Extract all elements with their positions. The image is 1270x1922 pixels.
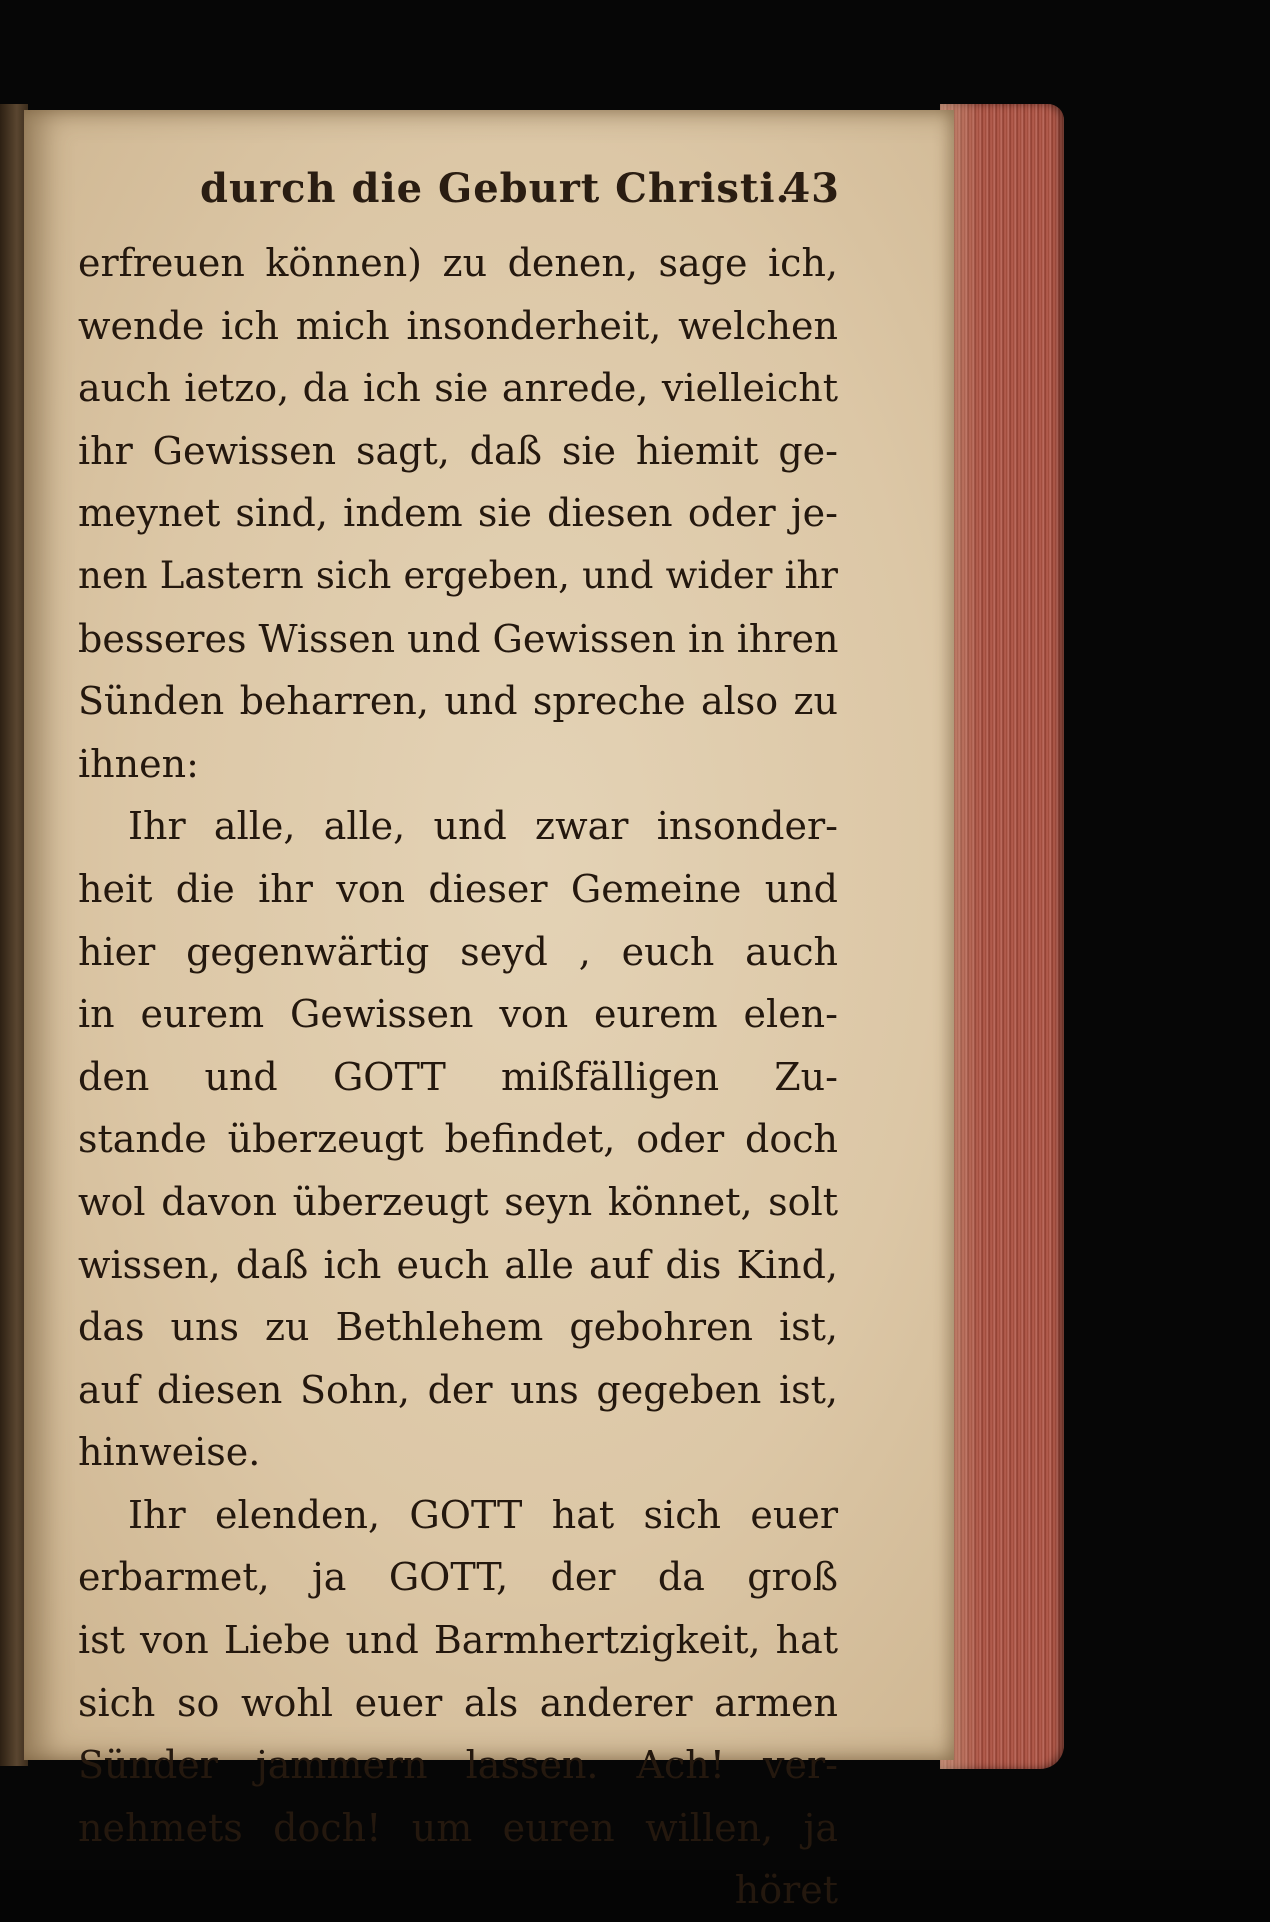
text-line: heit die ihr von dieser Gemeine und: [78, 866, 838, 911]
text-line: ist von Liebe und Barmhertzigkeit, hat: [78, 1618, 838, 1663]
text-line: Sünder jammern lassen. Ach! ver-: [78, 1743, 838, 1788]
body-text: [78, 232, 838, 1922]
text-line: hier gegenwärtig seyd , euch auch: [78, 929, 838, 974]
text-line: nen Lastern sich ergeben, und wider ihr: [78, 553, 838, 597]
text-line: hinweise.: [78, 1430, 261, 1475]
text-line: Ihr alle, alle, und zwar insonder-: [128, 804, 838, 849]
text-line: wende ich mich insonderheit, welchen: [78, 303, 838, 348]
text-line: erfreuen können) zu denen, sage ich,: [78, 241, 838, 285]
text-line: das uns zu Bethlehem gebohren ist,: [78, 1305, 838, 1350]
book-page-edges: [940, 104, 1064, 1769]
text-line: wissen, daß ich euch alle auf dis Kind,: [78, 1242, 838, 1287]
text-line: Sünden beharren, und spreche also zu: [78, 679, 838, 724]
text-line: erbarmet, ja GOTT, der da groß: [78, 1555, 838, 1600]
text-line: ihr Gewissen sagt, daß sie hiemit ge-: [78, 428, 838, 473]
text-line: sich so wohl euer als anderer armen: [78, 1680, 838, 1725]
text-line: meynet sind, indem sie diesen oder je-: [78, 491, 838, 536]
running-title: durch die Geburt Christi.: [200, 165, 791, 212]
catchword: höret: [734, 1868, 838, 1913]
text-line: ihnen:: [78, 741, 199, 786]
page-number: 43: [782, 165, 840, 212]
running-head: [200, 165, 840, 225]
text-line: in eurem Gewissen von eurem elen-: [78, 992, 838, 1037]
text-line: auch ietzo, da ich sie anrede, vielleicht: [78, 366, 838, 411]
text-line: Ihr elenden, GOTT hat sich euer: [128, 1492, 838, 1537]
text-line: nehmets doch! um euren willen, ja: [78, 1805, 838, 1850]
text-line: stande überzeugt befindet, oder doch: [78, 1117, 838, 1162]
text-line: wol davon überzeugt seyn könnet, solt: [78, 1179, 838, 1224]
text-line: besseres Wissen und Gewissen in ihren: [78, 616, 839, 661]
text-line: den und GOTT mißfälligen Zu-: [78, 1054, 838, 1099]
text-line: auf diesen Sohn, der uns gegeben ist,: [78, 1367, 838, 1412]
